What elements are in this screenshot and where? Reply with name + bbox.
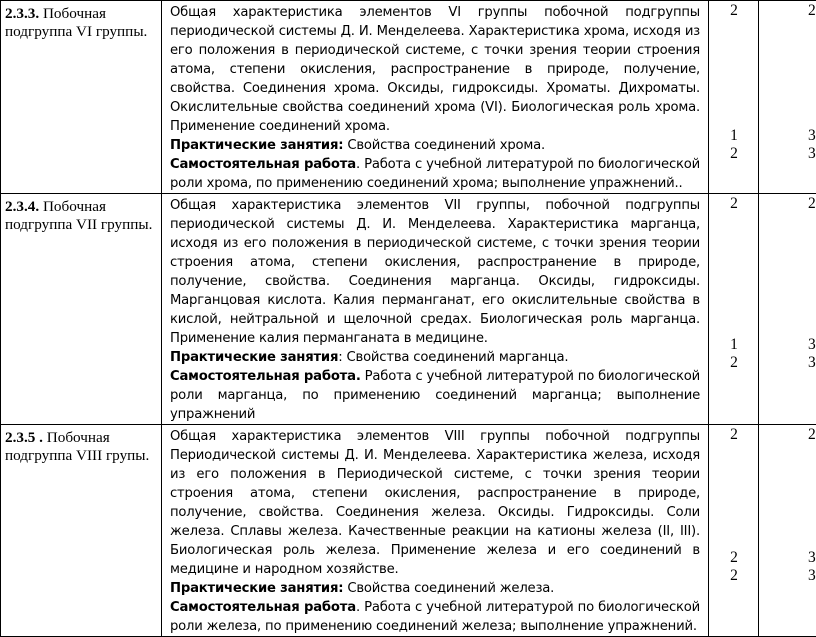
practice-label: Практические занятия: [170, 350, 338, 365]
topic-cell: [1, 425, 162, 637]
selfwork-line: [170, 155, 700, 193]
content-cell: [162, 194, 709, 425]
topic-description: Общая характеристика элементов VII группы, побочной подгруппы периодической системы Д. И. Менделеева. Характеристика марганца, исходя из его положения в периодической системе, с точки зрения теории строения атома, степени окисления, распространение в природе, получение, свойства. Соединения марганца. Оксиды, гидроксиды. Марганцовая кислота. Калия перманганат, его окислительные свойства в кислой, нейтральной и щелочной средах. Биологическая роль марганца. Применение калия перманганата в медицине.: [170, 196, 700, 348]
hours-value: 1: [709, 336, 759, 354]
hours-column-2: [759, 425, 816, 637]
hours-value: 1: [709, 127, 759, 145]
level-value: 3: [808, 549, 816, 567]
topic-cell: [1, 1, 162, 194]
hours-value: 2: [709, 145, 759, 163]
practice-text: Свойства соединений железа.: [343, 581, 554, 596]
topic-code: 2.3.3.: [5, 5, 39, 22]
table-row: [1, 194, 816, 425]
level-value: 3: [808, 127, 816, 145]
hours-value: 2: [709, 195, 759, 213]
hours-column-1: [709, 1, 759, 194]
selfwork-line: [170, 598, 700, 636]
hours-value: 2: [709, 549, 759, 567]
level-value: 3: [808, 336, 816, 354]
hours-value: 2: [709, 567, 759, 585]
hours-value: 2: [709, 354, 759, 372]
table-row: [1, 1, 816, 194]
hours-value: 2: [709, 2, 759, 20]
practice-text: : Свойства соединений марганца.: [338, 350, 568, 365]
practice-line: [170, 579, 700, 598]
hours-column-2: [759, 194, 816, 425]
practice-line: [170, 348, 700, 367]
selfwork-text: Работа с учебной литературой по биологической роли марганца, по применению соединений марганца; выполнение упражнений: [170, 369, 700, 422]
practice-line: [170, 136, 700, 155]
table-row: [1, 425, 816, 637]
level-value: 3: [808, 567, 816, 585]
level-value: 3: [808, 145, 816, 163]
hours-column-1: [709, 425, 759, 637]
topic-code: 2.3.5 .: [5, 429, 43, 446]
topic-description: Общая характеристика элементов VI группы побочной подгруппы периодической системы Д. И. Менделеева. Характеристика хрома, исходя из его положения в периодической системе, с точки зрения теории строения атома, степени окисления, распространение в природе, получение, свойства. Соединения хрома. Оксиды, гидроксиды. Хроматы. Дихроматы. Окислительные свойства соединений хрома (VI). Биологическая роль хрома. Применение соединений хрома.: [170, 3, 700, 136]
practice-text: Свойства соединений хрома.: [343, 138, 545, 153]
content-cell: [162, 425, 709, 637]
topic-title: Побочная подгруппа VII группы.: [5, 198, 152, 233]
selfwork-label: Самостоятельная работа.: [170, 369, 361, 384]
content-cell: [162, 1, 709, 194]
selfwork-text: . Работа с учебной литературой по биологической роли железа, по применению соединений железа; выполнение упражнений.: [170, 600, 700, 634]
practice-label: Практические занятия:: [170, 581, 343, 596]
selfwork-label: Самостоятельная работа: [170, 157, 356, 172]
topic-cell: [1, 194, 162, 425]
selfwork-line: [170, 367, 700, 424]
selfwork-label: Самостоятельная работа: [170, 600, 356, 615]
topic-description: Общая характеристика элементов VIII группы побочной подгруппы Периодической системы Д. И. Менделеева. Характеристика железа, исходя из его положения в Периодической системе, с точки зрения теории строения атома, степени окисления, распространение в природе, получение, свойства. Соединения железа. Оксиды. Гидроксиды. Соли железа. Сплавы железа. Качественные реакции на катионы железа (II, III). Биологическая роль железа. Применение железа и его соединений в медицине и народном хозяйстве.: [170, 427, 700, 579]
topic-code: 2.3.4.: [5, 198, 39, 215]
topic-title: Побочная подгруппа VI группы.: [5, 5, 147, 40]
selfwork-text: . Работа с учебной литературой по биологической роли хрома, по применению соединений хрома; выполнение упражнений..: [170, 157, 700, 191]
hours-column-2: [759, 1, 816, 194]
hours-value: 2: [709, 426, 759, 444]
topic-title: Побочная подгруппа VIII групы.: [5, 429, 149, 464]
hours-column-1: [709, 194, 759, 425]
level-value: 2: [808, 2, 816, 20]
level-value: 2: [808, 426, 816, 444]
level-value: 3: [808, 354, 816, 372]
practice-label: Практические занятия:: [170, 138, 343, 153]
level-value: 2: [808, 195, 816, 213]
